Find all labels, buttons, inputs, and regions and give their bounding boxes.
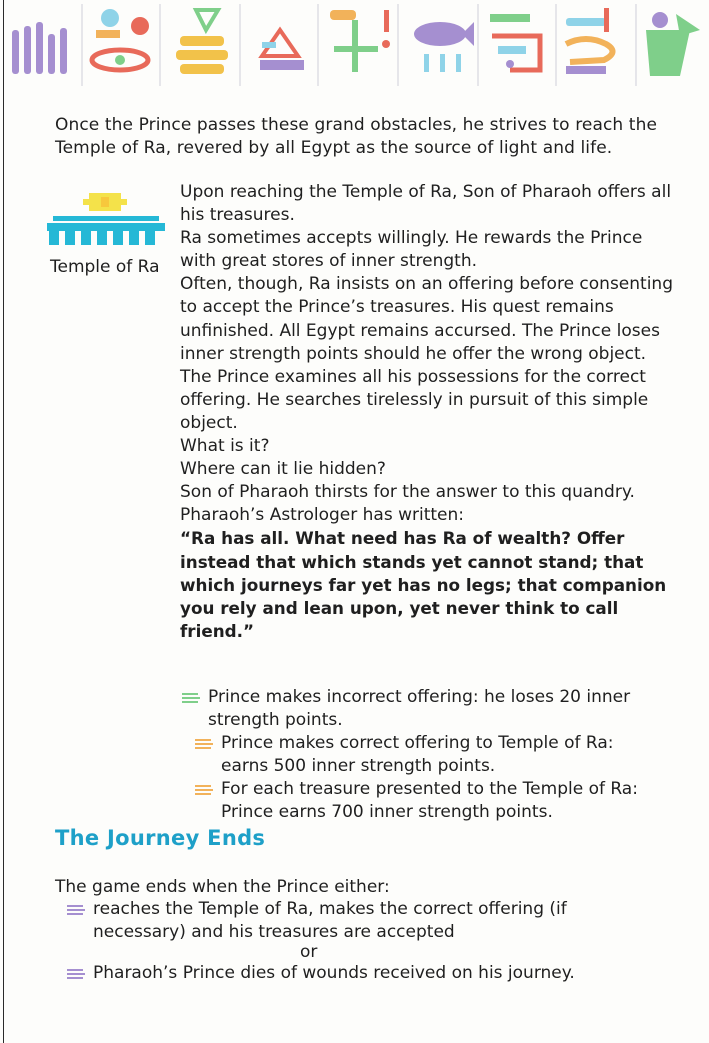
fish-glyph — [414, 22, 474, 72]
scoring-incorrect-text: Prince makes incorrect offering: he loses 20 inner strength points. — [208, 687, 631, 731]
intro-paragraph: Once the Prince passes these grand obstacles, he strives to reach the Temple of Ra, revered by all Egypt as the source of light and life. — [55, 115, 658, 159]
paragraph-thirsts: Son of Pharaoh thirsts for the answer to this quandry. — [180, 482, 635, 503]
scoring-correct — [193, 732, 663, 778]
paragraph-examines: The Prince examines all his possessions for the correct offering. He searches tirelessly in pursuit of this simple object. — [180, 366, 649, 433]
riddle-quote: “Ra has all. What need has Ra of wealth? Offer instead that which stands yet cannot stand; that which journeys far yet has no legs; that companion you rely and lean upon, yet never think to call friend.” — [180, 528, 667, 641]
temple-of-ra-icon — [45, 185, 167, 247]
ending-option-temple — [65, 898, 595, 944]
orange-arrow-icon — [193, 780, 217, 800]
purple-arrow-icon — [65, 900, 89, 920]
scoring-incorrect — [180, 686, 680, 732]
section-heading-journey-ends: The Journey Ends — [55, 826, 266, 850]
vulture-glyph — [646, 12, 700, 76]
paragraph-offering: Upon reaching the Temple of Ra, Son of Pharaoh offers all his treasures. — [180, 182, 672, 226]
bird-glyph — [260, 30, 304, 70]
scoring-correct-text: Prince makes correct offering to Temple of Ra: earns 500 inner strength points. — [221, 733, 614, 777]
temple-description — [180, 181, 680, 643]
temple-caption: Temple of Ra — [50, 257, 160, 277]
ending-intro: The game ends when the Prince either: — [55, 877, 390, 897]
ending-option-dies — [65, 962, 665, 985]
paragraph-reward: Ra sometimes accepts willingly. He rewards the Prince with great stores of inner strength. — [180, 228, 643, 272]
reeds-glyph — [12, 22, 67, 74]
eye-glyph — [92, 9, 149, 70]
paragraph-astrologer: Pharaoh’s Astrologer has written: — [180, 505, 464, 526]
paragraph-insists: Often, though, Ra insists on an offering before consenting to accept the Prince’s treasures. His quest remains unfinished. All Egypt remains accursed. The Prince loses inner strength points should he offer the wrong object. — [180, 274, 673, 364]
green-arrow-icon — [180, 688, 204, 708]
flag-glyph — [330, 10, 390, 72]
page-edge-line — [3, 0, 4, 1043]
ending-option-dies-text: Pharaoh’s Prince dies of wounds received on his journey. — [93, 963, 575, 983]
hieroglyph-banner — [0, 0, 709, 96]
water-glyph — [490, 14, 540, 70]
snake-glyph — [566, 8, 613, 74]
purple-arrow-icon — [65, 964, 89, 984]
paragraph-question-1: What is it? — [180, 436, 270, 457]
scoring-per-treasure — [193, 778, 663, 824]
ending-or: or — [300, 942, 318, 962]
ending-option-temple-text: reaches the Temple of Ra, makes the correct offering (if necessary) and his treasures are accepted — [93, 899, 567, 942]
basket-glyph — [176, 10, 228, 74]
paragraph-question-2: Where can it lie hidden? — [180, 459, 386, 480]
scoring-per-treasure-text: For each treasure presented to the Temple of Ra: Prince earns 700 inner strength points. — [221, 779, 638, 823]
orange-arrow-icon — [193, 734, 217, 754]
